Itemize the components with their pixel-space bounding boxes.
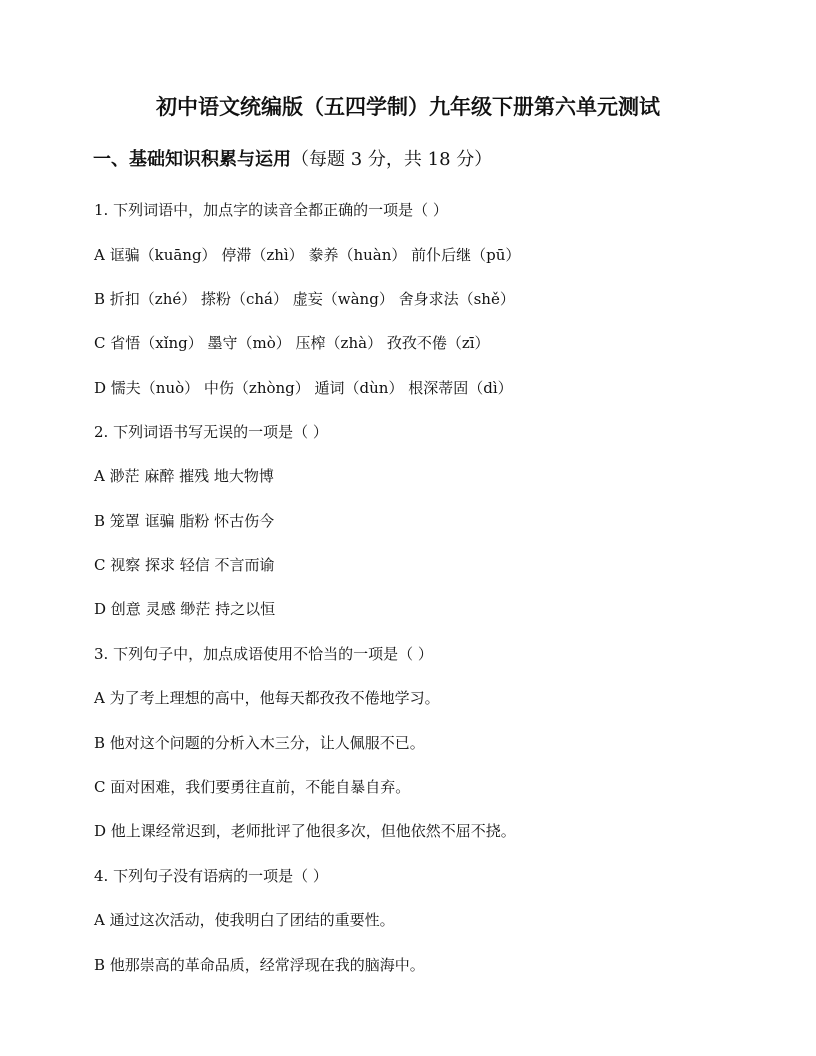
question-2-option-c: C 视察 探求 轻信 不言而谕 (94, 556, 275, 574)
question-3-option-b: B 他对这个问题的分析入木三分，让人佩服不已。 (94, 734, 425, 752)
section-heading (93, 146, 492, 174)
question-2: 2. 下列词语书写无误的一项是（ ） (94, 423, 328, 441)
question-3-option-c: C 面对困难，我们要勇往直前，不能自暴自弃。 (94, 778, 411, 796)
question-3-option-a: A 为了考上理想的高中，他每天都孜孜不倦地学习。 (94, 689, 440, 707)
question-4-option-a: A 通过这次活动，使我明白了团结的重要性。 (94, 911, 395, 929)
question-2-option-a: A 渺茫 麻醉 摧残 地大物博 (94, 467, 274, 485)
document-title: 初中语文统编版（五四学制）九年级下册第六单元测试 (156, 94, 660, 119)
question-4-option-b: B 他那崇高的革命品质，经常浮现在我的脑海中。 (94, 956, 425, 974)
question-3: 3. 下列句子中，加点成语使用不恰当的一项是（ ） (94, 645, 433, 663)
question-1-option-c: C 省悟（xǐng） 墨守（mò） 压榨（zhà） 孜孜不倦（zī） (94, 334, 490, 352)
question-4: 4. 下列句子没有语病的一项是（ ） (94, 867, 328, 885)
question-2-option-b: B 笼罩 诓骗 脂粉 怀古伤今 (94, 512, 275, 530)
section-heading-text: 一、基础知识积累与运用 (93, 149, 291, 170)
question-1: 1. 下列词语中，加点字的读音全都正确的一项是（ ） (94, 201, 448, 219)
section-points: （每题 3 分，共 18 分） (291, 149, 493, 170)
question-3-option-d: D 他上课经常迟到，老师批评了他很多次，但他依然不屈不挠。 (94, 822, 516, 840)
question-1-option-d: D 懦夫（nuò） 中伤（zhòng） 遁词（dùn） 根深蒂固（dì） (94, 379, 513, 397)
question-2-option-d: D 创意 灵感 缈茫 持之以恒 (94, 600, 276, 618)
question-1-option-b: B 折扣（zhé） 搽粉（chá） 虚妄（wàng） 舍身求法（shě） (94, 290, 515, 308)
question-1-option-a: A 诓骗（kuāng） 停滞（zhì） 豢养（huàn） 前仆后继（pū） (94, 246, 521, 264)
